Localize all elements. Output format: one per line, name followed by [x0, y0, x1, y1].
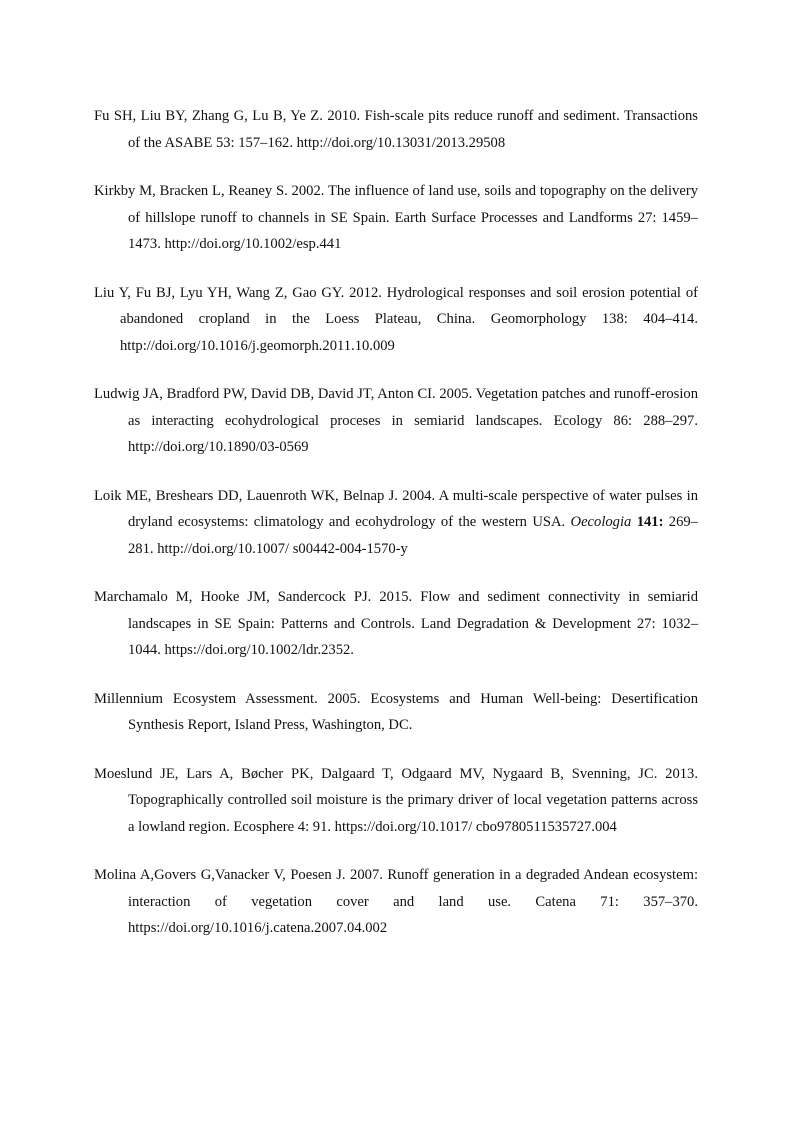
reference-text: Loik ME, Breshears DD, Lauenroth WK, Belnap J. 2004. A multi-scale perspective of water pulses in dryland ecosystems: climatology and ecohydrology of the western USA.	[94, 487, 698, 530]
reference-item: Ludwig JA, Bradford PW, David DB, David JT, Anton CI. 2005. Vegetation patches and runoff-erosion as interacting ecohydrological proceses in semiarid landscapes. Ecology 86: 288–297. http://doi.org/10.1890/03-0569	[94, 386, 698, 455]
reference-item: Moeslund JE, Lars A, Bøcher PK, Dalgaard T, Odgaard MV, Nygaard B, Svenning, JC. 2013. Topographically controlled soil moisture is the primary driver of local vegetation patterns across a lowland region. Ecosphere 4: 91. https://doi.org/10.1017/ cbo9780511535727.004	[94, 765, 698, 835]
reference-item: Molina A,Govers G,Vanacker V, Poesen J. 2007. Runoff generation in a degraded Andean ecosystem: interaction of vegetation cover and land use. Catena 71: 357–370. https://doi.org/10.1016/j.catena.2007.04.002	[94, 867, 698, 936]
reference-item	[94, 483, 698, 563]
reference-item: Fu SH, Liu BY, Zhang G, Lu B, Ye Z. 2010. Fish-scale pits reduce runoff and sediment. Transactions of the ASABE 53: 157–162. http://doi.org/10.13031/2013.29508	[94, 108, 698, 151]
reference-list	[94, 103, 698, 942]
journal-volume: 141:	[636, 514, 664, 530]
reference-item: Liu Y, Fu BJ, Lyu YH, Wang Z, Gao GY. 2012. Hydrological responses and soil erosion potential of abandoned cropland in the Loess Plateau, China. Geomorphology 138: 404–414. http://doi.org/10.1016/j.geomorph.2011.10.009	[94, 284, 698, 354]
reference-text: 269–281. http://doi.org/10.1007/ s00442-004-1570-y	[128, 514, 698, 557]
reference-item: Marchamalo M, Hooke JM, Sandercock PJ. 2015. Flow and sediment connectivity in semiarid landscapes in SE Spain: Patterns and Controls. Land Degradation & Development 27: 1032–1044. https://doi.org/10.1002/ldr.2352.	[94, 589, 698, 658]
reference-item: Millennium Ecosystem Assessment. 2005. Ecosystems and Human Well-being: Desertification Synthesis Report, Island Press, Washington, DC.	[94, 690, 698, 733]
journal-name: Oecologia	[570, 514, 632, 530]
reference-item: Kirkby M, Bracken L, Reaney S. 2002. The influence of land use, soils and topography on the delivery of hillslope runoff to channels in SE Spain. Earth Surface Processes and Landforms 27: 1459–1473. http://doi.org/10.1002/esp.441	[94, 183, 698, 252]
